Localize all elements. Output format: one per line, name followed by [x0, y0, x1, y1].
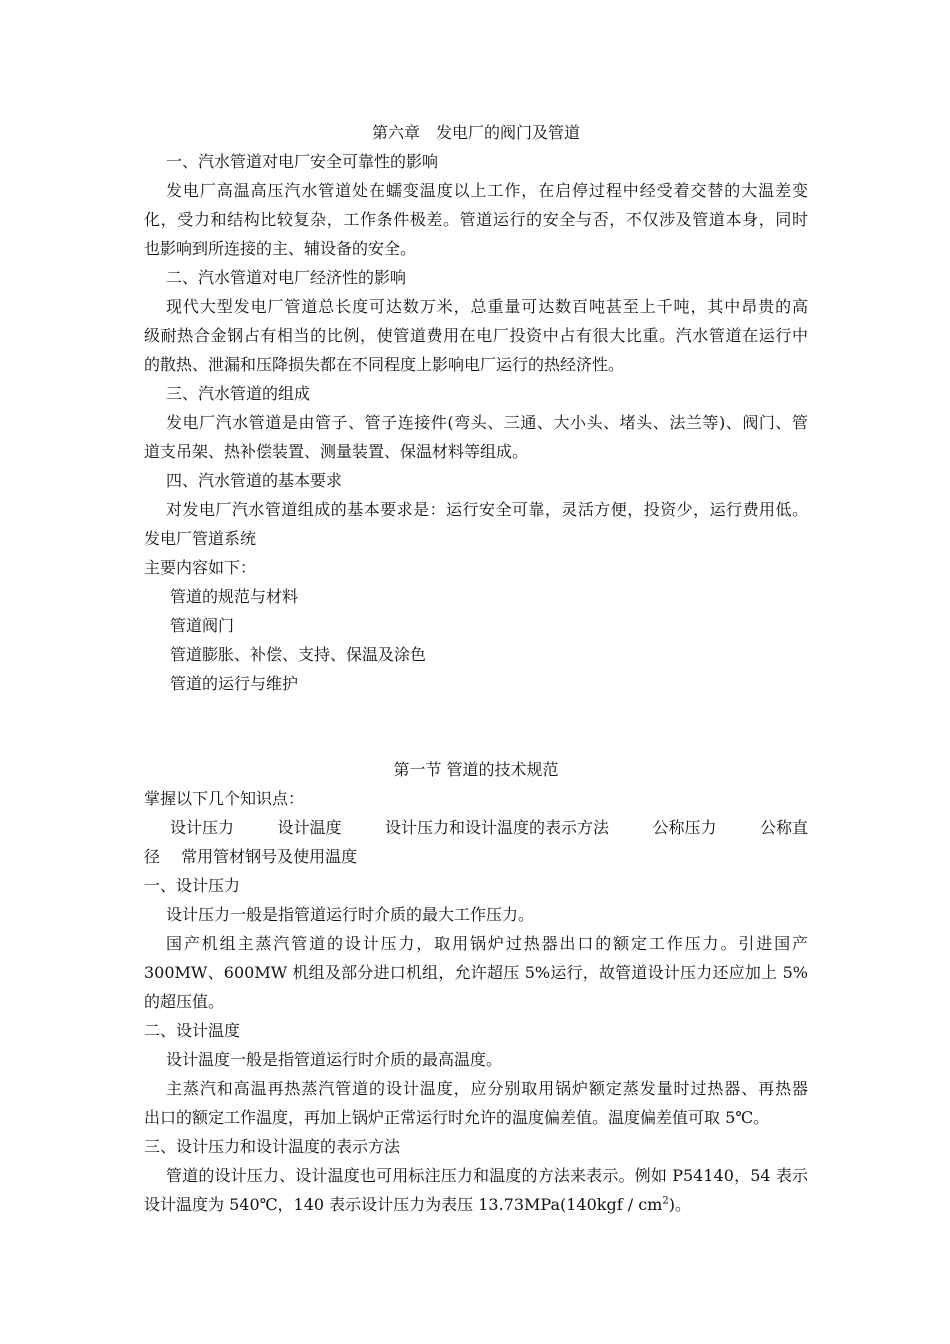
- section-heading-1: 一、汽水管道对电厂安全可靠性的影响: [166, 152, 439, 171]
- list-item: 管道阀门: [170, 616, 235, 635]
- superscript: 2: [662, 1195, 669, 1207]
- knowledge-points: [144, 813, 808, 842]
- section-title: 第一节 管道的技术规范: [393, 760, 559, 779]
- paragraph-line: [144, 1190, 808, 1219]
- list-item: 管道的规范与材料: [170, 587, 299, 606]
- paragraph-line: 道支吊架、热补偿装置、测量装置、保温材料等组成。: [144, 442, 529, 461]
- paragraph-line: 级耐热合金钢占有相当的比例，使管道费用在电厂投资中占有很大比重。汽水管道在运行中: [144, 326, 808, 345]
- paragraph-line: 设计压力一般是指管道运行时介质的最大工作压力。: [166, 905, 535, 924]
- main-content-label: 主要内容如下：: [144, 558, 257, 577]
- paragraph-line: 也影响到所连接的主、辅设备的安全。: [144, 239, 417, 258]
- paragraph-line: 的散热、泄漏和压降损失都在不同程度上影响电厂运行的热经济性。: [144, 355, 625, 374]
- knowledge-point: 公称压力: [652, 818, 717, 837]
- paragraph-text: )。: [668, 1195, 691, 1214]
- paragraph-line: 国产机组主蒸汽管道的设计压力，取用锅炉过热器出口的额定工作压力。引进国产: [166, 934, 808, 953]
- section-heading-3: 三、汽水管道的组成: [166, 384, 311, 403]
- section-heading-4: 四、汽水管道的基本要求: [166, 471, 343, 490]
- list-item: 管道的运行与维护: [170, 674, 299, 693]
- knowledge-point: 设计压力和设计温度的表示方法: [384, 818, 609, 837]
- knowledge-intro: 掌握以下几个知识点：: [144, 789, 305, 808]
- paragraph-line: 的超压值。: [144, 992, 225, 1011]
- paragraph-text: 设计温度为 540℃，140 表示设计压力为表压 13.73MPa(140kgf / cm: [144, 1195, 663, 1214]
- knowledge-points-continued: 径 常用管材钢号及使用温度: [144, 847, 358, 866]
- subsection-heading-1: 一、设计压力: [144, 876, 241, 895]
- paragraph-line: 对发电厂汽水管道组成的基本要求是：运行安全可靠，灵活方便，投资少，运行费用低。: [166, 500, 808, 519]
- subsection-heading-2: 二、设计温度: [144, 1021, 241, 1040]
- knowledge-point: 设计温度: [277, 818, 342, 837]
- paragraph-line: 发电厂高温高压汽水管道处在蠕变温度以上工作，在启停过程中经受着交替的大温差变: [166, 181, 808, 200]
- paragraph-line: 发电厂汽水管道是由管子、管子连接件(弯头、三通、大小头、堵头、法兰等)、阀门、管: [166, 413, 808, 432]
- section-heading-2: 二、汽水管道对电厂经济性的影响: [166, 268, 407, 287]
- paragraph-line: 设计温度一般是指管道运行时介质的最高温度。: [166, 1050, 503, 1069]
- paragraph-line: 出口的额定工作温度，再加上锅炉正常运行时允许的温度偏差值。温度偏差值可取 5℃。: [144, 1108, 770, 1127]
- knowledge-point: 公称直: [759, 818, 808, 837]
- paragraph-line: 300MW、600MW 机组及部分进口机组，允许超压 5%运行，故管道设计压力还应加上 5%: [144, 963, 808, 982]
- paragraph-line: 现代大型发电厂管道总长度可达数万米，总重量可达数百吨甚至上千吨，其中昂贵的高: [166, 297, 808, 316]
- list-item: 管道膨胀、补偿、支持、保温及涂色: [170, 645, 427, 664]
- paragraph-line: 管道的设计压力、设计温度也可用标注压力和温度的方法来表示。例如 P54140，54 表示: [166, 1166, 808, 1185]
- paragraph-line: 主蒸汽和高温再热蒸汽管道的设计温度，应分别取用锅炉额定蒸发量时过热器、再热器: [166, 1079, 808, 1098]
- system-title: 发电厂管道系统: [144, 529, 257, 548]
- chapter-title: 第六章 发电厂的阀门及管道: [371, 123, 580, 142]
- paragraph-line: 化，受力和结构比较复杂，工作条件极差。管道运行的安全与否，不仅涉及管道本身，同时: [144, 210, 808, 229]
- subsection-heading-3: 三、设计压力和设计温度的表示方法: [144, 1137, 401, 1156]
- knowledge-point: 设计压力: [170, 818, 235, 837]
